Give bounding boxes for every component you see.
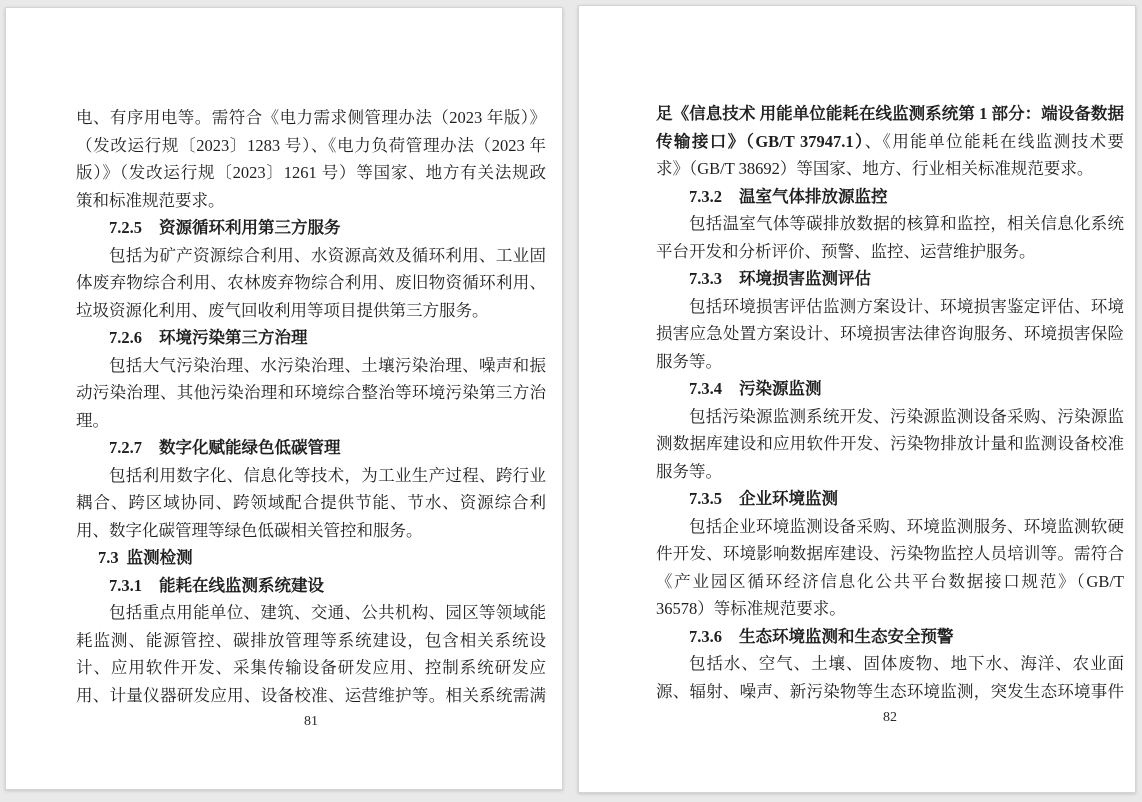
section-heading-7-3-1 <box>76 572 546 600</box>
text-line: 耦合、跨区域协同、跨领域配合提供节能、节水、资源综合利 <box>76 493 546 512</box>
section-title: 能耗在线监测系统建设 <box>159 576 324 595</box>
section-number: 7.2.5 <box>109 218 142 237</box>
section-number: 7.3.5 <box>689 489 722 508</box>
standard-title-bold: 传输接口》（GB/T 37947.1） <box>656 131 865 151</box>
text-line: 求》（GB/T 38692）等国家、地方、行业相关标准规范要求。 <box>656 159 1094 178</box>
section-title: 数字化赋能绿色低碳管理 <box>159 439 341 457</box>
section-number: 7.2.7 <box>109 438 142 457</box>
section-title: 监测检测 <box>126 549 193 567</box>
section-number: 7.3.2 <box>689 186 722 206</box>
section-heading-7-2-5 <box>76 214 546 242</box>
text-line: 测数据库建设和应用软件开发、污染物排放计量和监测设备校准 <box>656 434 1124 453</box>
text-line: 包括重点用能单位、建筑、交通、公共机构、园区等领域能 <box>109 603 546 622</box>
document-page-right <box>578 5 1136 793</box>
text-line: （发改运行规〔2023〕1283 号）、《电力负荷管理办法（2023 年 <box>76 135 546 155</box>
text-line: 36578）等标准规范要求。 <box>656 599 846 618</box>
text-line: 版）》（发改运行规〔2023〕1261 号）等国家、地方有关法规政 <box>76 163 546 182</box>
section-title: 环境污染第三方治理 <box>159 329 308 347</box>
text-line: 垃圾资源化利用、废气回收利用等项目提供第三方服务。 <box>76 300 489 320</box>
section-title: 温室气体排放源监控 <box>739 187 888 206</box>
section-title: 生态环境监测和生态安全预警 <box>739 627 954 646</box>
text-line: 电、有序用电等。需符合《电力需求侧管理办法（2023 年版）》 <box>76 108 546 127</box>
section-heading-7-3-2 <box>656 183 1124 211</box>
section-heading-7-3 <box>76 544 546 572</box>
text-line: 包括企业环境监测设备采购、环境监测服务、环境监测软硬 <box>689 516 1124 536</box>
text-line: 件开发、环境影响数据库建设、污染物监控人员培训等。需符合 <box>656 544 1124 563</box>
text-line: 用、计量仪器研发应用、设备校准、运营维护等。相关系统需满 <box>76 685 546 705</box>
text-line: 包括污染源监测系统开发、污染源监测设备采购、污染源监 <box>689 406 1124 426</box>
page-right-text <box>656 100 1124 728</box>
section-heading-7-2-6 <box>76 324 546 352</box>
text-line: 包括温室气体等碳排放数据的核算和监控，相关信息化系统 <box>689 214 1124 233</box>
text-line: 服务等。 <box>656 461 722 481</box>
section-title: 环境损害监测评估 <box>739 270 871 288</box>
section-heading-7-2-7 <box>76 434 546 462</box>
section-number: 7.3.3 <box>689 269 722 288</box>
section-heading-7-3-6 <box>656 623 1124 651</box>
text-line: 体废弃物综合利用、农林废弃物综合利用、废旧物资循环利用、 <box>76 273 546 292</box>
text-line: 损害应急处置方案设计、环境损害法律咨询服务、环境损害保险 <box>656 324 1124 343</box>
text-line: 包括利用数字化、信息化等技术，为工业生产过程、跨行业 <box>109 465 546 485</box>
section-number: 7.2.6 <box>109 328 142 347</box>
text-line: 平台开发和分析评价、预警、监控、运营维护服务。 <box>656 241 1036 261</box>
text-line: 《产业园区循环经济信息化公共平台数据接口规范》（GB/T <box>656 571 1124 591</box>
text-line: 包括水、空气、土壤、固体废物、地下水、海洋、农业面 <box>689 654 1124 673</box>
page-left-text <box>76 104 546 732</box>
text-line: 动污染治理、其他污染治理和环境综合整治等环境污染第三方治 <box>76 383 546 402</box>
section-title: 资源循环利用第三方服务 <box>159 219 341 237</box>
section-number: 7.3.4 <box>689 379 722 398</box>
text-line <box>656 128 1124 156</box>
text-line: 源、辐射、噪声、新污染物等生态环境监测，突发生态环境事件 <box>656 681 1124 701</box>
text-line: 包括大气污染治理、水污染治理、土壤污染治理、噪声和振 <box>109 355 546 375</box>
section-heading-7-3-4 <box>656 375 1124 403</box>
document-page-left <box>5 7 563 790</box>
text-line: 策和标准规范要求。 <box>76 190 225 210</box>
section-heading-7-3-3 <box>656 265 1124 293</box>
section-number: 7.3.1 <box>109 575 142 595</box>
text-line: 包括为矿产资源综合利用、水资源高效及循环利用、工业固 <box>109 245 546 265</box>
page-number: 82 <box>883 710 897 725</box>
text-line: 服务等。 <box>656 351 722 371</box>
text-run: 、《用能单位能耗在线监测技术要 <box>864 131 1125 151</box>
text-line: 计、应用软件开发、采集传输设备研发应用、控制系统研发应 <box>76 658 546 677</box>
text-line: 足《信息技术 用能单位能耗在线监测系统第 1 部分：端设备数据 <box>656 104 1124 123</box>
section-title: 污染源监测 <box>739 380 822 398</box>
section-heading-7-3-5 <box>656 485 1124 513</box>
text-line: 用、数字化碳管理等绿色低碳相关管控和服务。 <box>76 520 423 540</box>
section-title: 企业环境监测 <box>739 490 838 508</box>
text-line: 理。 <box>76 410 109 430</box>
section-number: 7.3.6 <box>689 626 722 646</box>
text-line: 包括环境损害评估监测方案设计、环境损害鉴定评估、环境 <box>689 296 1124 316</box>
page-number: 81 <box>304 714 318 729</box>
section-number: 7.3 <box>98 548 119 567</box>
text-line: 耗监测、能源管控、碳排放管理等系统建设，包含相关系统设 <box>76 630 546 650</box>
